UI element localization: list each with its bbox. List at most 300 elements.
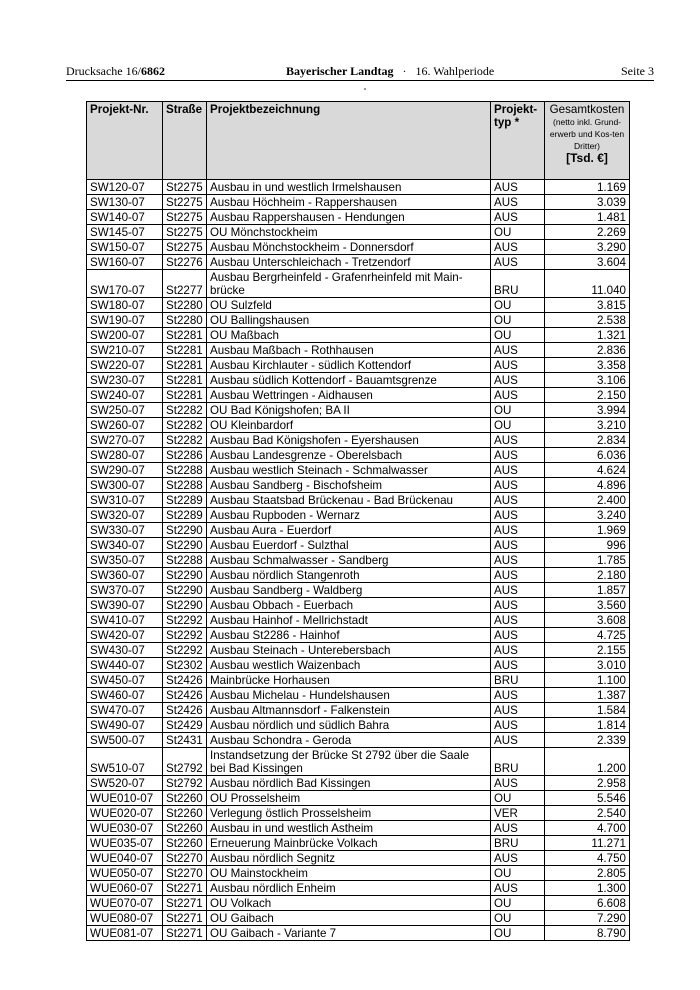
cell-name: Ausbau Landesgrenze - Oberelsbach — [207, 448, 491, 463]
page-header — [66, 62, 654, 80]
cell-type: AUS — [491, 583, 545, 598]
table-row — [87, 926, 630, 941]
cell-name: Erneuerung Mainbrücke Volkach — [207, 836, 491, 851]
cell-name: OU Volkach — [207, 896, 491, 911]
cell-project-nr: SW270-07 — [87, 433, 163, 448]
cell-project-nr: SW500-07 — [87, 733, 163, 748]
decorative-dot — [364, 88, 366, 90]
table-row — [87, 240, 630, 255]
cell-project-nr: SW360-07 — [87, 568, 163, 583]
cost-note: (netto inkl. Grund-erwerb und Kos-ten Dritter) — [549, 117, 625, 151]
cell-name: Ausbau südlich Kottendorf - Bauamtsgrenze — [207, 373, 491, 388]
cell-type: OU — [491, 418, 545, 433]
cell-cost: 4.700 — [545, 821, 630, 836]
cell-road: St2276 — [163, 255, 207, 270]
cell-road: St2270 — [163, 851, 207, 866]
table-row — [87, 806, 630, 821]
cell-name: Ausbau Staatsbad Brückenau - Bad Brückenau — [207, 493, 491, 508]
cell-type: OU — [491, 911, 545, 926]
table-row — [87, 298, 630, 313]
table-row — [87, 255, 630, 270]
cell-cost: 2.836 — [545, 343, 630, 358]
table-row — [87, 583, 630, 598]
cell-project-nr: WUE070-07 — [87, 896, 163, 911]
col-project-nr: Projekt-Nr. — [87, 102, 163, 180]
table-row — [87, 896, 630, 911]
cost-title: Gesamtkosten — [549, 103, 625, 116]
cell-road: St2270 — [163, 866, 207, 881]
table-row — [87, 628, 630, 643]
cell-project-nr: SW180-07 — [87, 298, 163, 313]
table-header-row — [87, 102, 630, 180]
cell-cost: 4.896 — [545, 478, 630, 493]
table-row — [87, 748, 630, 776]
cell-name: Ausbau Obbach - Euerbach — [207, 598, 491, 613]
cell-type: AUS — [491, 523, 545, 538]
cell-type: AUS — [491, 613, 545, 628]
cell-type: AUS — [491, 643, 545, 658]
cell-cost: 1.169 — [545, 180, 630, 195]
cell-road: St2260 — [163, 836, 207, 851]
cell-name: OU Sulzfeld — [207, 298, 491, 313]
cell-cost: 5.546 — [545, 791, 630, 806]
table-row — [87, 703, 630, 718]
cell-road: St2792 — [163, 748, 207, 776]
cell-name: Ausbau nördlich Bad Kissingen — [207, 776, 491, 791]
cell-cost: 3.994 — [545, 403, 630, 418]
cell-name: Ausbau in und westlich Astheim — [207, 821, 491, 836]
cell-name: Ausbau St2286 - Hainhof — [207, 628, 491, 643]
cell-type: AUS — [491, 388, 545, 403]
table-row — [87, 493, 630, 508]
cell-road: St2275 — [163, 195, 207, 210]
cell-name: Ausbau Höchheim - Rappershausen — [207, 195, 491, 210]
cell-type: AUS — [491, 373, 545, 388]
cell-road: St2271 — [163, 911, 207, 926]
cell-type: BRU — [491, 748, 545, 776]
cell-name: Mainbrücke Horhausen — [207, 673, 491, 688]
cell-cost: 8.790 — [545, 926, 630, 941]
cell-cost: 1.321 — [545, 328, 630, 343]
table-row — [87, 403, 630, 418]
cell-project-nr: SW260-07 — [87, 418, 163, 433]
cell-road: St2271 — [163, 881, 207, 896]
cell-type: AUS — [491, 568, 545, 583]
cell-project-nr: WUE020-07 — [87, 806, 163, 821]
cell-name: Ausbau Unterschleichach - Tretzendorf — [207, 255, 491, 270]
cell-cost: 1.481 — [545, 210, 630, 225]
table-row — [87, 538, 630, 553]
cell-road: St2290 — [163, 538, 207, 553]
cell-cost: 3.106 — [545, 373, 630, 388]
cell-name: Instandsetzung der Brücke St 2792 über die Saale bei Bad Kissingen — [207, 748, 491, 776]
cell-road: St2260 — [163, 806, 207, 821]
table-row — [87, 270, 630, 298]
table-row — [87, 210, 630, 225]
table-row — [87, 343, 630, 358]
cell-road: St2302 — [163, 658, 207, 673]
cell-cost: 3.039 — [545, 195, 630, 210]
table-row — [87, 733, 630, 748]
cell-cost: 2.269 — [545, 225, 630, 240]
cell-type: BRU — [491, 673, 545, 688]
cost-unit: [Tsd. €] — [566, 151, 608, 165]
cell-project-nr: SW490-07 — [87, 718, 163, 733]
cell-type: OU — [491, 403, 545, 418]
table-row — [87, 836, 630, 851]
table-row — [87, 180, 630, 195]
cell-cost: 3.240 — [545, 508, 630, 523]
cell-cost: 1.785 — [545, 553, 630, 568]
cell-project-nr: WUE040-07 — [87, 851, 163, 866]
col-type: Projekt-typ * — [491, 102, 545, 180]
cell-type: AUS — [491, 255, 545, 270]
cell-type: AUS — [491, 553, 545, 568]
cell-name: Ausbau Steinach - Unterebersbach — [207, 643, 491, 658]
table-row — [87, 508, 630, 523]
cell-road: St2282 — [163, 403, 207, 418]
cell-cost: 3.608 — [545, 613, 630, 628]
cell-project-nr: SW240-07 — [87, 388, 163, 403]
table-row — [87, 553, 630, 568]
cell-road: St2289 — [163, 493, 207, 508]
cell-road: St2426 — [163, 673, 207, 688]
cell-cost: 2.155 — [545, 643, 630, 658]
cell-type: BRU — [491, 270, 545, 298]
cell-name: OU Mainstockheim — [207, 866, 491, 881]
cell-project-nr: WUE050-07 — [87, 866, 163, 881]
cell-name: Ausbau Hainhof - Mellrichstadt — [207, 613, 491, 628]
cell-cost: 6.608 — [545, 896, 630, 911]
cell-type: OU — [491, 298, 545, 313]
cell-name: Ausbau Mönchstockheim - Donnersdorf — [207, 240, 491, 255]
cell-cost: 2.180 — [545, 568, 630, 583]
table-row — [87, 433, 630, 448]
cell-name: Ausbau Sandberg - Waldberg — [207, 583, 491, 598]
table-row — [87, 418, 630, 433]
cell-name: Ausbau Maßbach - Rothhausen — [207, 343, 491, 358]
cell-name: Ausbau Sandberg - Bischofsheim — [207, 478, 491, 493]
table-row — [87, 688, 630, 703]
cell-cost: 1.300 — [545, 881, 630, 896]
cell-road: St2288 — [163, 463, 207, 478]
cell-project-nr: SW350-07 — [87, 553, 163, 568]
cell-cost: 11.040 — [545, 270, 630, 298]
cell-type: AUS — [491, 478, 545, 493]
cell-cost: 2.540 — [545, 806, 630, 821]
cell-road: St2289 — [163, 508, 207, 523]
cell-type: AUS — [491, 195, 545, 210]
cell-road: St2271 — [163, 926, 207, 941]
cell-project-nr: SW520-07 — [87, 776, 163, 791]
document-number: Drucksache 16/6862 — [66, 64, 165, 78]
cell-type: VER — [491, 806, 545, 821]
cell-cost: 4.624 — [545, 463, 630, 478]
cell-type: AUS — [491, 703, 545, 718]
cell-project-nr: SW370-07 — [87, 583, 163, 598]
cell-project-nr: SW230-07 — [87, 373, 163, 388]
cell-name: Ausbau nördlich Segnitz — [207, 851, 491, 866]
cell-project-nr: SW410-07 — [87, 613, 163, 628]
cell-road: St2282 — [163, 418, 207, 433]
cell-project-nr: WUE035-07 — [87, 836, 163, 851]
page-number: Seite 3 — [621, 64, 654, 78]
cell-cost: 1.857 — [545, 583, 630, 598]
cell-type: AUS — [491, 538, 545, 553]
cell-road: St2281 — [163, 343, 207, 358]
cell-cost: 1.584 — [545, 703, 630, 718]
cell-type: OU — [491, 328, 545, 343]
cell-type: OU — [491, 926, 545, 941]
cell-type: AUS — [491, 493, 545, 508]
cell-type: AUS — [491, 628, 545, 643]
table-row — [87, 598, 630, 613]
table-row — [87, 373, 630, 388]
cell-road: St2277 — [163, 270, 207, 298]
project-table — [86, 101, 630, 941]
col-road: Straße — [163, 102, 207, 180]
cell-road: St2792 — [163, 776, 207, 791]
cell-project-nr: WUE081-07 — [87, 926, 163, 941]
cell-project-nr: SW420-07 — [87, 628, 163, 643]
cell-type: AUS — [491, 358, 545, 373]
cell-road: St2281 — [163, 373, 207, 388]
cell-project-nr: SW160-07 — [87, 255, 163, 270]
cell-road: St2281 — [163, 358, 207, 373]
cell-type: AUS — [491, 718, 545, 733]
cell-project-nr: WUE060-07 — [87, 881, 163, 896]
table-row — [87, 568, 630, 583]
cell-name: OU Ballingshausen — [207, 313, 491, 328]
cell-road: St2280 — [163, 313, 207, 328]
cell-road: St2431 — [163, 733, 207, 748]
cell-type: AUS — [491, 851, 545, 866]
cell-road: St2288 — [163, 478, 207, 493]
cell-name: OU Gaibach - Variante 7 — [207, 926, 491, 941]
cell-road: St2292 — [163, 628, 207, 643]
cell-name: Ausbau nördlich und südlich Bahra — [207, 718, 491, 733]
cell-cost: 3.358 — [545, 358, 630, 373]
cell-project-nr: SW250-07 — [87, 403, 163, 418]
cell-name: Ausbau Rupboden - Wernarz — [207, 508, 491, 523]
cell-road: St2275 — [163, 240, 207, 255]
table-row — [87, 478, 630, 493]
cell-name: Ausbau Rappershausen - Hendungen — [207, 210, 491, 225]
cell-project-nr: SW300-07 — [87, 478, 163, 493]
cell-name: Ausbau westlich Steinach - Schmalwasser — [207, 463, 491, 478]
cell-cost: 11.271 — [545, 836, 630, 851]
cell-type: OU — [491, 313, 545, 328]
cell-name: Ausbau nördlich Stangenroth — [207, 568, 491, 583]
table-row — [87, 463, 630, 478]
cell-cost: 6.036 — [545, 448, 630, 463]
cell-road: St2282 — [163, 433, 207, 448]
cell-name: OU Kleinbardorf — [207, 418, 491, 433]
cell-name: Ausbau Altmannsdorf - Falkenstein — [207, 703, 491, 718]
cell-type: AUS — [491, 881, 545, 896]
cell-road: St2290 — [163, 598, 207, 613]
table-row — [87, 358, 630, 373]
cell-project-nr: SW150-07 — [87, 240, 163, 255]
cell-type: AUS — [491, 776, 545, 791]
cell-type: AUS — [491, 210, 545, 225]
table-body — [87, 180, 630, 941]
cell-type: AUS — [491, 240, 545, 255]
cell-project-nr: SW470-07 — [87, 703, 163, 718]
cell-name: OU Maßbach — [207, 328, 491, 343]
cell-cost: 2.805 — [545, 866, 630, 881]
cell-cost: 4.750 — [545, 851, 630, 866]
cell-project-nr: SW320-07 — [87, 508, 163, 523]
cell-project-nr: WUE010-07 — [87, 791, 163, 806]
cell-project-nr: SW510-07 — [87, 748, 163, 776]
table-row — [87, 791, 630, 806]
cell-road: St2290 — [163, 523, 207, 538]
cell-name: OU Gaibach — [207, 911, 491, 926]
cell-project-nr: SW290-07 — [87, 463, 163, 478]
table-row — [87, 821, 630, 836]
cell-project-nr: SW310-07 — [87, 493, 163, 508]
cell-name: Ausbau Kirchlauter - südlich Kottendorf — [207, 358, 491, 373]
cell-type: AUS — [491, 463, 545, 478]
cell-name: Ausbau Bergrheinfeld - Grafenrheinfeld mit Main-brücke — [207, 270, 491, 298]
cell-road: St2275 — [163, 210, 207, 225]
cell-name: OU Bad Königshofen; BA II — [207, 403, 491, 418]
cell-cost: 1.200 — [545, 748, 630, 776]
cell-cost: 1.100 — [545, 673, 630, 688]
cell-cost: 2.150 — [545, 388, 630, 403]
cell-road: St2260 — [163, 821, 207, 836]
cell-project-nr: SW190-07 — [87, 313, 163, 328]
cell-project-nr: SW145-07 — [87, 225, 163, 240]
cell-cost: 3.815 — [545, 298, 630, 313]
cell-cost: 3.010 — [545, 658, 630, 673]
cell-road: St2280 — [163, 298, 207, 313]
cell-cost: 1.969 — [545, 523, 630, 538]
cell-type: BRU — [491, 836, 545, 851]
cell-cost: 4.725 — [545, 628, 630, 643]
cell-type: AUS — [491, 658, 545, 673]
table-row — [87, 613, 630, 628]
cell-type: AUS — [491, 180, 545, 195]
cell-type: OU — [491, 866, 545, 881]
cell-cost: 996 — [545, 538, 630, 553]
cell-project-nr: SW440-07 — [87, 658, 163, 673]
cell-type: AUS — [491, 688, 545, 703]
cell-type: AUS — [491, 598, 545, 613]
cell-cost: 3.604 — [545, 255, 630, 270]
cell-name: Ausbau nördlich Enheim — [207, 881, 491, 896]
cell-project-nr: SW120-07 — [87, 180, 163, 195]
table-row — [87, 673, 630, 688]
cell-type: AUS — [491, 733, 545, 748]
table-row — [87, 718, 630, 733]
table-row — [87, 448, 630, 463]
cell-cost: 2.958 — [545, 776, 630, 791]
table-row — [87, 523, 630, 538]
cell-name: OU Mönchstockheim — [207, 225, 491, 240]
header-rule — [66, 80, 654, 81]
cell-road: St2275 — [163, 225, 207, 240]
cell-cost: 2.339 — [545, 733, 630, 748]
cell-name: Ausbau Euerdorf - Sulzthal — [207, 538, 491, 553]
col-name: Projektbezeichnung — [207, 102, 491, 180]
cell-name: Ausbau Michelau - Hundelshausen — [207, 688, 491, 703]
cell-road: St2260 — [163, 791, 207, 806]
cell-road: St2290 — [163, 568, 207, 583]
cell-road: St2281 — [163, 328, 207, 343]
cell-project-nr: SW130-07 — [87, 195, 163, 210]
cell-name: Ausbau Wettringen - Aidhausen — [207, 388, 491, 403]
cell-type: OU — [491, 791, 545, 806]
cell-project-nr: SW460-07 — [87, 688, 163, 703]
table-row — [87, 866, 630, 881]
table-row — [87, 328, 630, 343]
cell-project-nr: WUE080-07 — [87, 911, 163, 926]
table-row — [87, 388, 630, 403]
cell-project-nr: SW140-07 — [87, 210, 163, 225]
table-row — [87, 911, 630, 926]
cell-road: St2429 — [163, 718, 207, 733]
cell-type: AUS — [491, 448, 545, 463]
cell-type: AUS — [491, 433, 545, 448]
cell-road: St2286 — [163, 448, 207, 463]
cell-cost: 2.834 — [545, 433, 630, 448]
table-row — [87, 195, 630, 210]
cell-cost: 7.290 — [545, 911, 630, 926]
cell-road: St2275 — [163, 180, 207, 195]
table-row — [87, 851, 630, 866]
cell-road: St2271 — [163, 896, 207, 911]
cell-type: OU — [491, 896, 545, 911]
table-row — [87, 313, 630, 328]
cell-name: Ausbau Aura - Euerdorf — [207, 523, 491, 538]
cell-road: St2292 — [163, 613, 207, 628]
cell-name: Ausbau Schondra - Geroda — [207, 733, 491, 748]
cell-name: Verlegung östlich Prosselsheim — [207, 806, 491, 821]
cell-project-nr: SW220-07 — [87, 358, 163, 373]
cell-project-nr: SW210-07 — [87, 343, 163, 358]
cell-road: St2426 — [163, 703, 207, 718]
cell-project-nr: WUE030-07 — [87, 821, 163, 836]
cell-type: AUS — [491, 821, 545, 836]
cell-cost: 1.814 — [545, 718, 630, 733]
table-row — [87, 881, 630, 896]
cell-project-nr: SW330-07 — [87, 523, 163, 538]
cell-project-nr: SW430-07 — [87, 643, 163, 658]
cell-cost: 3.290 — [545, 240, 630, 255]
cell-road: St2288 — [163, 553, 207, 568]
table-row — [87, 643, 630, 658]
cell-road: St2292 — [163, 643, 207, 658]
cell-name: Ausbau Bad Königshofen - Eyershausen — [207, 433, 491, 448]
cell-road: St2281 — [163, 388, 207, 403]
cell-type: AUS — [491, 343, 545, 358]
cell-name: Ausbau in und westlich Irmelshausen — [207, 180, 491, 195]
table-row — [87, 776, 630, 791]
cell-cost: 2.400 — [545, 493, 630, 508]
parliament-period: Bayerischer Landtag · 16. Wahlperiode — [286, 64, 495, 78]
cell-cost: 3.560 — [545, 598, 630, 613]
cell-cost: 1.387 — [545, 688, 630, 703]
cell-name: Ausbau Schmalwasser - Sandberg — [207, 553, 491, 568]
cell-type: AUS — [491, 508, 545, 523]
cell-project-nr: SW390-07 — [87, 598, 163, 613]
cell-cost: 2.538 — [545, 313, 630, 328]
cell-cost: 3.210 — [545, 418, 630, 433]
cell-name: OU Prosselsheim — [207, 791, 491, 806]
col-cost — [545, 102, 630, 180]
